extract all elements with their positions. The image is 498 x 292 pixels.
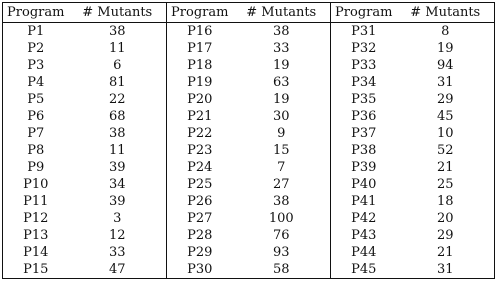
- mutant-count-cell: 21: [436, 160, 454, 175]
- program-cell: P20: [187, 92, 213, 107]
- program-cell: P24: [187, 160, 213, 175]
- program-cell: P11: [23, 194, 49, 209]
- program-cell: P19: [187, 75, 213, 90]
- mutant-count-cell: 39: [69, 193, 167, 210]
- program-cell: P22: [187, 126, 213, 141]
- program-cell: P44: [351, 245, 377, 260]
- program-cell: P16: [187, 24, 213, 39]
- mutant-count-cell: 10: [436, 126, 454, 141]
- program-cell: P18: [187, 58, 213, 73]
- header-row: [3, 3, 495, 23]
- mutant-count-cell: 68: [69, 108, 167, 125]
- mutant-count-cell: 100: [233, 210, 331, 227]
- mutants-table: [2, 2, 495, 279]
- table-row: [3, 91, 495, 108]
- table-row: [3, 244, 495, 261]
- program-cell: P45: [351, 262, 377, 277]
- mutant-count-cell: 58: [233, 261, 331, 279]
- table-row: [3, 193, 495, 210]
- program-cell: P7: [27, 126, 45, 141]
- mutant-count-cell: 30: [233, 108, 331, 125]
- mutant-count-cell: 93: [233, 244, 331, 261]
- program-cell: P29: [187, 245, 213, 260]
- mutant-count-cell: 20: [436, 211, 454, 226]
- mutant-count-cell: 3: [69, 210, 167, 227]
- program-cell: P6: [27, 109, 45, 124]
- program-cell: P21: [187, 109, 213, 124]
- column-header-program: Program: [331, 3, 397, 23]
- program-cell: P38: [351, 143, 377, 158]
- mutant-count-cell: 9: [233, 125, 331, 142]
- table-body: [3, 23, 495, 279]
- program-cell: P31: [351, 24, 377, 39]
- mutant-count-cell: 11: [69, 40, 167, 57]
- program-cell: P2: [27, 41, 45, 56]
- mutant-count-cell: 7: [233, 159, 331, 176]
- table-row: [3, 176, 495, 193]
- mutant-count-cell: 29: [436, 228, 454, 243]
- program-cell: P15: [23, 262, 49, 277]
- program-cell: P42: [351, 211, 377, 226]
- mutant-count-cell: 33: [69, 244, 167, 261]
- mutant-count-cell: 19: [233, 91, 331, 108]
- mutant-count-cell: 38: [69, 23, 167, 41]
- column-header-program: Program: [167, 3, 233, 23]
- table-row: [3, 261, 495, 279]
- mutant-count-cell: 81: [69, 74, 167, 91]
- program-cell: P1: [27, 24, 45, 39]
- table-row: [3, 40, 495, 57]
- program-cell: P23: [187, 143, 213, 158]
- table-row: [3, 210, 495, 227]
- program-cell: P4: [27, 75, 45, 90]
- program-cell: P40: [351, 177, 377, 192]
- mutant-count-cell: 11: [69, 142, 167, 159]
- mutant-count-cell: 94: [436, 58, 454, 73]
- program-cell: P33: [351, 58, 377, 73]
- mutant-count-cell: 19: [233, 57, 331, 74]
- mutant-count-cell: 38: [233, 193, 331, 210]
- column-header-mutants: # Mutants: [69, 3, 167, 23]
- table-header: [3, 3, 495, 23]
- program-cell: P13: [23, 228, 49, 243]
- mutant-count-cell: 8: [441, 24, 450, 39]
- table-row: [3, 23, 495, 41]
- mutant-count-cell: 38: [69, 125, 167, 142]
- program-cell: P39: [351, 160, 377, 175]
- program-cell: P9: [27, 160, 45, 175]
- mutant-count-cell: 39: [69, 159, 167, 176]
- mutant-count-cell: 25: [436, 177, 454, 192]
- mutant-count-cell: 6: [69, 57, 167, 74]
- program-cell: P32: [351, 41, 377, 56]
- mutant-count-cell: 22: [69, 91, 167, 108]
- table-row: [3, 57, 495, 74]
- mutant-count-cell: 27: [233, 176, 331, 193]
- program-cell: P28: [187, 228, 213, 243]
- mutant-count-cell: 15: [233, 142, 331, 159]
- mutant-count-cell: 29: [436, 92, 454, 107]
- program-cell: P35: [351, 92, 377, 107]
- program-cell: P25: [187, 177, 213, 192]
- mutant-count-cell: 19: [436, 41, 454, 56]
- program-cell: P30: [187, 262, 213, 277]
- program-cell: P17: [187, 41, 213, 56]
- column-header-mutants: # Mutants: [397, 3, 495, 23]
- program-cell: P8: [27, 143, 45, 158]
- program-cell: P27: [187, 211, 213, 226]
- mutant-count-cell: 38: [233, 23, 331, 41]
- mutant-count-cell: 33: [233, 40, 331, 57]
- mutant-count-cell: 18: [436, 194, 454, 209]
- program-cell: P5: [27, 92, 45, 107]
- program-cell: P34: [351, 75, 377, 90]
- mutant-count-cell: 63: [233, 74, 331, 91]
- mutant-count-cell: 12: [69, 227, 167, 244]
- mutant-count-cell: 52: [436, 143, 454, 158]
- program-cell: P43: [351, 228, 377, 243]
- program-cell: P3: [27, 58, 45, 73]
- program-cell: P10: [23, 177, 49, 192]
- table-row: [3, 108, 495, 125]
- column-header-program: Program: [3, 3, 69, 23]
- program-cell: P12: [23, 211, 49, 226]
- column-header-mutants: # Mutants: [233, 3, 331, 23]
- mutant-count-cell: 47: [69, 261, 167, 279]
- program-cell: P41: [351, 194, 377, 209]
- table-row: [3, 74, 495, 91]
- program-cell: P26: [187, 194, 213, 209]
- program-cell: P14: [23, 245, 49, 260]
- program-cell: P37: [351, 126, 377, 141]
- mutant-count-cell: 31: [436, 262, 454, 277]
- table-row: [3, 125, 495, 142]
- mutant-count-cell: 21: [436, 245, 454, 260]
- mutant-count-cell: 34: [69, 176, 167, 193]
- mutant-count-cell: 45: [436, 109, 454, 124]
- table-row: [3, 159, 495, 176]
- mutant-count-cell: 31: [436, 75, 454, 90]
- table-row: [3, 227, 495, 244]
- mutant-count-cell: 76: [233, 227, 331, 244]
- table-row: [3, 142, 495, 159]
- program-cell: P36: [351, 109, 377, 124]
